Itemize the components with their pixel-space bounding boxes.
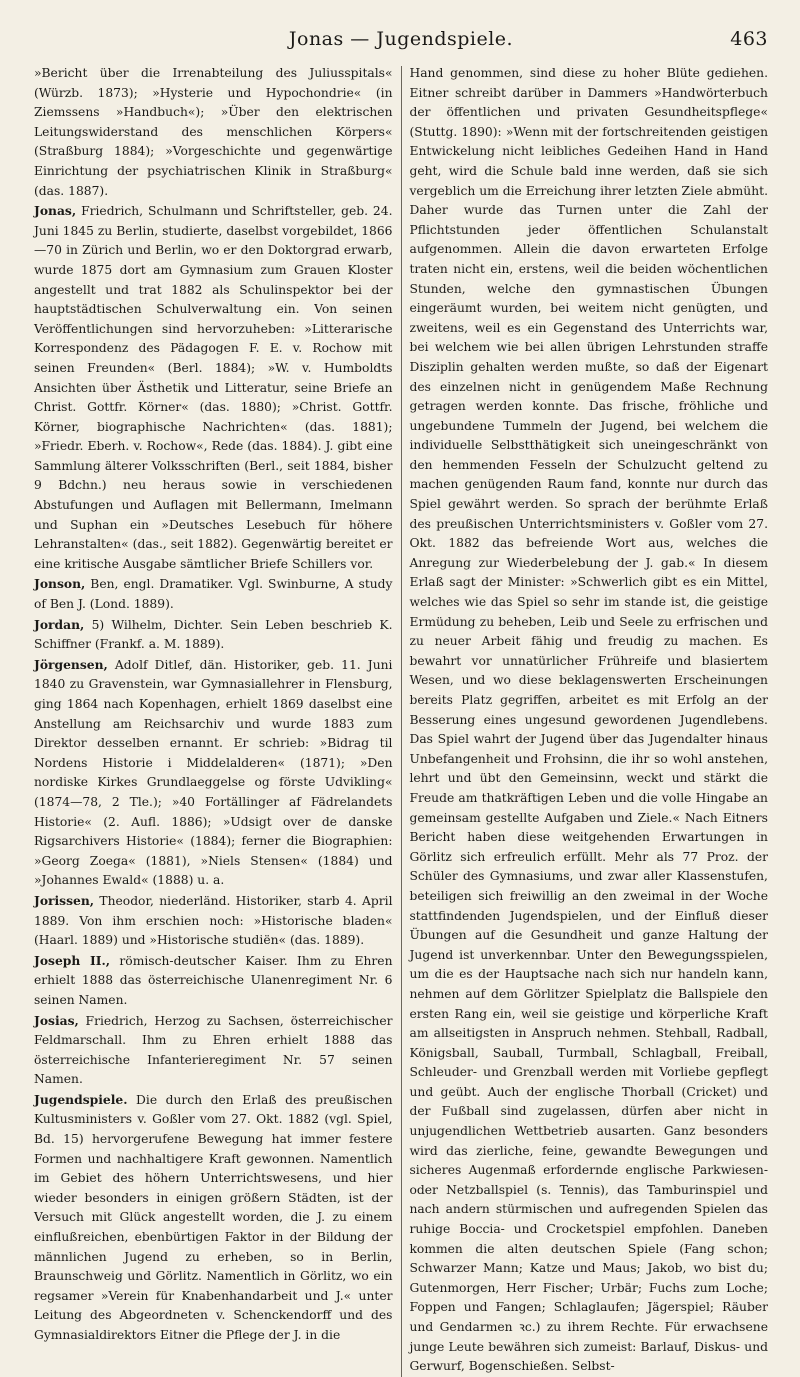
- entry-text: Die durch den Erlaß des preußischen Kultusministers v. Goßler vom 27. Okt. 1882 (vgl. Spiel, Bd. 15) hervorgerufene Bewegung hat immer festere Formen und nachhaltigere Kraft gewonnen. Namentlich im Gebiet des höhern Unterrichtswesens, und hier wieder besonders in einigen größern Städten, ist der Versuch mit Glück angestellt worden, die J. zu einem einflußreichen, ebenbürtigen Faktor in der Bildung der männlichen Jugend zu erheben, so in Berlin, Braunschweig und Görlitz. Namentlich in Görlitz, wo ein regsamer »Verein für Knabenhandarbeit und J.« unter Leitung des Abgeordneten v. Schenckendorff und des Gymnasialdirektors Eitner die Pflege der J. in die: [34, 1092, 393, 1342]
- entry-text: römisch-deutscher Kaiser. Ihm zu Ehren erhielt 1888 das österreichische Ulanenregiment Nr. 6 seinen Namen.: [34, 953, 393, 1007]
- entry-jordan: [34, 615, 393, 655]
- page-header: [34, 26, 768, 56]
- entry-joergensen: [34, 655, 393, 891]
- entry-text: Theodor, niederländ. Historiker, starb 4. April 1889. Von ihm erschien noch: »Historische bladen« (Haarl. 1889) und »Historische studiën« (das. 1889).: [34, 893, 393, 948]
- entry-text: 5) Wilhelm, Dichter. Sein Leben beschrieb K. Schiffner (Frankf. a. M. 1889).: [34, 617, 393, 652]
- entry-jonson: [34, 574, 393, 614]
- entry-headword: Josias,: [34, 1012, 79, 1028]
- entry-jorissen: [34, 891, 393, 951]
- entry-text: Friedrich, Herzog zu Sachsen, österreichischer Feldmarschall. Ihm zu Ehren erhielt 1888 das österreichische Infanterieregiment Nr. 57 seinen Namen.: [34, 1013, 393, 1087]
- entry-text: Ben, engl. Dramatiker. Vgl. Swinburne, A study of Ben J. (Lond. 1889).: [34, 577, 393, 612]
- entry-text: Friedrich, Schulmann und Schriftsteller, geb. 24. Juni 1845 zu Berlin, studierte, daselbst vorgebildet, 1866—70 in Zürich und Berlin, wo er den Doktorgrad erwarb, wurde 1875 dort am Gymnasium zum Grauen Kloster angestellt und trat 1882 als Schulinspektor bei der hauptstädtischen Schulverwaltung ein. Von seinen Veröffentlichungen sind hervorzuheben: »Litterarische Korrespondenz des Pädagogen F. E. v. Rochow mit seinen Freunden« (Berl. 1884); »W. v. Humboldts Ansichten über Ästhetik und Litteratur, seine Briefe an Christ. Gottfr. Körner« (das. 1880); »Christ. Gottfr. Körner, biographische Nachrichten« (das. 1881); »Friedr. Eberh. v. Rochow«, Rede (das. 1884). J. gibt eine Sammlung älterer Volksschriften (Berl., seit 1884, bisher 9 Bdchn.) neu heraus sowie in verschiedenen Abstufungen und Auflagen mit Bellermann, Imelmann und Suphan ein »Deutsches Lesebuch für höhere Lehranstalten« (das., seit 1882). Gegenwärtig bereitet er eine kritische Ausgabe sämtlicher Briefe Schillers vor.: [34, 204, 393, 571]
- page-number: 463: [730, 28, 768, 50]
- entry-jonas: [34, 201, 393, 574]
- entry-jugendspiele: [34, 1090, 393, 1346]
- entry-jugendspiele-continued: Hand genommen, sind diese zu hoher Blüte gediehen. Eitner schreibt darüber in Dammers »Handwörterbuch der öffentlichen und privaten Gesundheitspflege« (Stuttg. 1890): »Wenn mit der fortschreitenden geistigen Entwickelung nicht leibliches Gedeihen Hand in Hand geht, wird die Schule bald inne werden, daß sie sich vergeblich um die Erreichung ihrer letzten Ziele abmüht. Daher wurde das Turnen unter die Zahl der Pflichtstunden jeder öffentlichen Schulanstalt aufgenommen. Allein die davon erwarteten Erfolge traten nicht ein, erstens, weil die beiden wöchentlichen Stunden, welche den gymnastischen Übungen eingeräumt wurden, bei weitem nicht genügten, und zweitens, weil es ein Gegenstand des Unterrichts war, bei welchem wie bei allen übrigen Lehrstunden straffe Disziplin gehalten werden mußte, so daß der Eigenart des einzelnen nicht in genügendem Maße Rechnung getragen werden konnte. Das frische, fröhliche und ungebundene Tummeln der Jugend, bei welchem die individuelle Selbstthätigkeit sich uneingeschränkt von den hemmenden Fesseln der Schulzucht geltend zu machen genügenden Raum fand, konnte nur durch das Spiel gewährt werden. So sprach der berühmte Erlaß des preußischen Unterrichtsministers v. Goßler vom 27. Okt. 1882 das befreiende Wort aus, welches die Anregung zur Wiederbelebung der J. gab.« In diesem Erlaß sagt der Minister: »Schwerlich gibt es ein Mittel, welches wie das Spiel so sehr im stande ist, die geistige Ermüdung zu beheben, Leib und Seele zu erfrischen und zu neuer Arbeit fähig und freudig zu machen. Es bewahrt vor unnatürlicher Frühreife und blasiertem Wesen, und wo diese beklagenswerten Erscheinungen bereits Platz gegriffen, arbeitet es mit Erfolg an der Besserung eines ungesund gewordenen Jugendlebens. Das Spiel wahrt der Jugend über das Jugendalter hinaus Unbefangenheit und Frohsinn, die ihr so wohl anstehen, lehrt und übt den Gemeinsinn, weckt und stärkt die Freude am thatkräftigen Leben und die volle Hingabe an gemeinsam gestellte Aufgaben und Ziele.« Nach Eitners Bericht haben diese weitgehenden Erwartungen in Görlitz sich erfreulich erfüllt. Mehr als 77 Proz. der Schüler des Gymnasiums, und zwar aller Klassenstufen, beteiligen sich freiwillig an den zweimal in der Woche stattfindenden Jugendspielen, und der Einfluß dieser Übungen auf die Gesundheit und ganze Haltung der Jugend ist unverkennbar. Unter den Bewegungsspielen, um die es der Hauptsache nach sich nur handeln kann, nehmen auf dem Görlitzer Spielplatz die Ballspiele den ersten Rang ein, weil sie geistige und körperliche Kraft am allseitigsten in Anspruch nehmen. Stehball, Radball, Königsball, Sauball, Turmball, Schlagball, Freiball, Schleuder- und Grenzball werden mit Vorliebe gepflegt und geübt. Auch der englische Thorball (Cricket) und der Fußball sind zugelassen, dürfen aber nicht in unjugendlichen Wettbetrieb ausarten. Ganz besonders wird das zierliche, feine, gewandte Bewegungen und sicheres Augenmaß erfordernde englische Parkwiesen- oder Netzballspiel (s. Tennis), das Tamburinspiel und nach andern stürmischen und aufregenden Spielen das ruhige Boccia- und Crocketspiel empfohlen. Daneben kommen die alten deutschen Spiele (Fang schon; Schwarzer Mann; Katze und Maus; Jakob, wo bist du; Gutenmorgen, Herr Fischer; Urbär; Fuchs zum Loche; Foppen und Fangen; Schlaglaufen; Jägerspiel; Räuber und Gendarmen ꝛc.) zu ihrem Rechte. Für erwachsene junge Leute bewähren sich zumeist: Barlauf, Diskus- und Gerwurf, Bogenschießen. Selbst-: [409, 66, 768, 1374]
- running-title: Jonas — Jugendspiele.: [288, 28, 514, 50]
- entry-headword: Jörgensen,: [34, 656, 108, 672]
- entry-josias: [34, 1011, 393, 1090]
- entry-headword: Jonas,: [34, 203, 77, 219]
- entry-headword: Jugendspiele.: [34, 1091, 128, 1107]
- entry-joseph: [34, 951, 393, 1011]
- entry-headword: Jorissen,: [34, 892, 95, 908]
- right-column: [401, 64, 768, 1377]
- entry-headword: Jonson,: [34, 576, 86, 592]
- left-column: [34, 64, 401, 1377]
- entry-headword: Jordan,: [34, 616, 85, 632]
- entry-text: Adolf Ditlef, dän. Historiker, geb. 11. Juni 1840 zu Gravenstein, war Gymnasiallehrer in Flensburg, ging 1864 nach Kopenhagen, erhielt 1869 daselbst eine Anstellung am Reichsarchiv und wurde 1883 zum Direktor desselben ernannt. Er schrieb: »Bidrag til Nordens Historie i Middelalderen« (1871); »Den nordiske Kirkes Grundlaeggelse og förste Udvikling« (1874—78, 2 Tle.); »40 Fortällinger af Fädrelandets Historie« (2. Aufl. 1886); »Udsigt over de danske Rigsarchivers Historie« (1884); ferner die Biographien: »Georg Zoega« (1881), »Niels Stensen« (1884) und »Johannes Ewald« (1888) u. a.: [34, 657, 393, 888]
- entry-headword: Joseph II.,: [34, 952, 111, 968]
- paragraph-continuation: »Bericht über die Irrenabteilung des Juliusspitals« (Würzb. 1873); »Hysterie und Hypochondrie« (in Ziemssens »Handbuch«); »Über den elektrischen Leitungswiderstand des menschlichen Körpers« (Straßburg 1884); »Vorgeschichte und gegenwärtige Einrichtung der psychiatrischen Klinik in Straßburg« (das. 1887).: [34, 66, 393, 198]
- text-columns: [34, 64, 768, 1377]
